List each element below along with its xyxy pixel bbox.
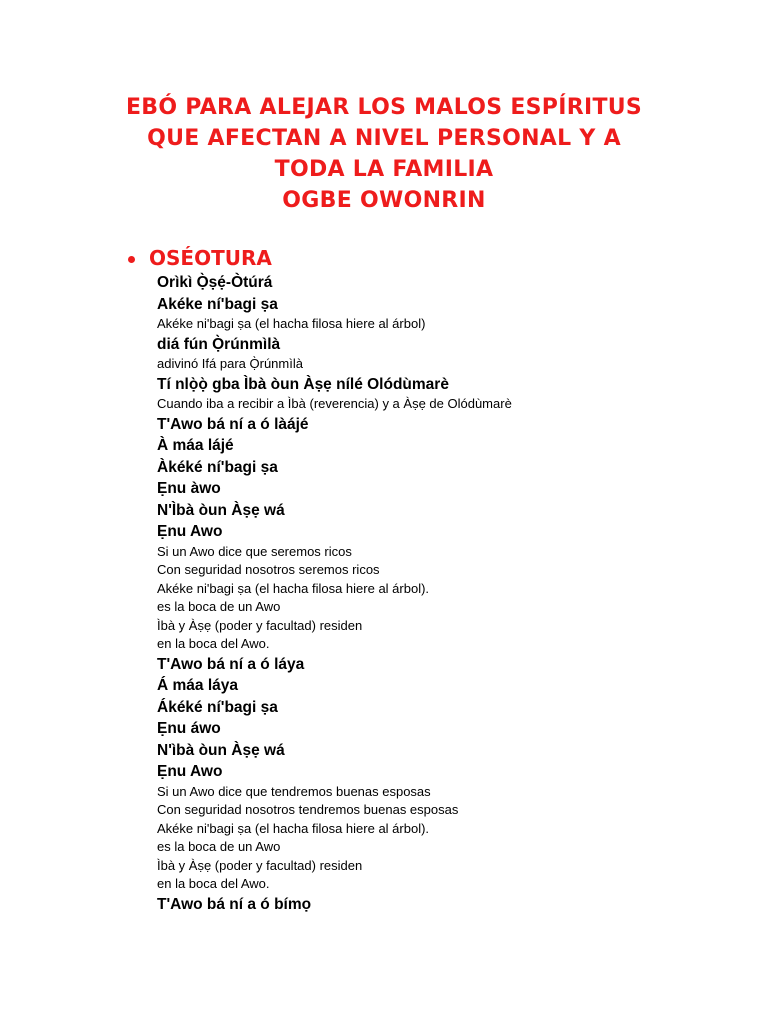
verse-list xyxy=(157,272,717,915)
verse-line-translation: es la boca de un Awo xyxy=(157,599,281,614)
verse-line-yoruba: Ákéké ní'bagi ṣa xyxy=(157,698,278,716)
verse-line-translation: Akéke ni'bagi ṣa (el hacha filosa hiere al árbol) xyxy=(157,316,426,331)
verse-line-yoruba: Ẹnu Awo xyxy=(157,763,223,780)
verse-line-translation: en la boca del Awo. xyxy=(157,636,270,651)
verse-line-translation: adivinó Ifá para Ọ̀rúnmìlà xyxy=(157,356,303,371)
verse-line-yoruba: T'Awo bá ní a ó bímọ xyxy=(157,895,312,913)
verse-line-yoruba: Tí nlọ̀ọ̀ gba Ìbà òun Àṣẹ nílé Olódùmarè xyxy=(157,375,449,393)
title-line-1: EBÓ PARA ALEJAR LOS MALOS ESPÍRITUS xyxy=(125,95,643,120)
title-line-4: OGBE OWONRIN xyxy=(282,188,486,213)
verse-line-translation: Ìbà y Àṣẹ (poder y facultad) residen xyxy=(157,617,363,633)
verse-line-yoruba: Ẹnu Awo xyxy=(157,523,223,540)
verse-line-yoruba: T'Awo bá ní a ó láya xyxy=(157,655,305,673)
verse-line-yoruba: Àkéké ní'bagi ṣa xyxy=(157,458,278,476)
section-heading xyxy=(128,244,272,272)
verse-line-translation: Akéke ni'bagi ṣa (el hacha filosa hiere al árbol). xyxy=(157,580,430,596)
verse-line-yoruba: T'Awo bá ní a ó làájé xyxy=(157,415,309,433)
verse-line-translation: Con seguridad nosotros seremos ricos xyxy=(157,562,380,577)
verse-line-yoruba: Orìkì Ọ̀ṣẹ́-Òtúrá xyxy=(157,274,273,291)
verse-line-translation: Si un Awo dice que seremos ricos xyxy=(157,543,352,559)
verse-line-translation: Con seguridad nosotros tendremos buenas esposas xyxy=(157,802,459,817)
title-line-3: TODA LA FAMILIA xyxy=(274,157,494,182)
verse-line-translation: Si un Awo dice que tendremos buenas esposas xyxy=(157,783,431,799)
verse-line-yoruba: Ẹnu áwo xyxy=(157,720,221,737)
verse-line-translation: Akéke ni'bagi ṣa (el hacha filosa hiere al árbol). xyxy=(157,820,430,836)
verse-line-translation: es la boca de un Awo xyxy=(157,839,281,854)
section-heading-text: OSÉOTURA xyxy=(149,246,272,270)
verse-line-yoruba: N'Ìbà òun Àṣẹ wá xyxy=(157,501,285,519)
verse-line-yoruba: À máa lájé xyxy=(157,437,234,454)
verse-line-yoruba: Á máa láya xyxy=(157,677,238,694)
verse-line-yoruba: N'ìbà òun Àṣẹ wá xyxy=(157,741,285,759)
verse-line-translation: en la boca del Awo. xyxy=(157,876,270,891)
verse-line-translation: Cuando iba a recibir a Ìbà (reverencia) y a Àṣẹ de Olódùmarè xyxy=(157,396,512,411)
title-line-2: QUE AFECTAN A NIVEL PERSONAL Y A xyxy=(147,126,621,151)
bullet-dot-icon xyxy=(128,256,135,263)
verse-line-yoruba: Akéke ní'bagi ṣa xyxy=(157,295,278,313)
verse-line-yoruba: Ẹnu àwo xyxy=(157,480,221,497)
verse-line-translation: Ìbà y Àṣẹ (poder y facultad) residen xyxy=(157,857,363,873)
document-title xyxy=(0,92,768,216)
verse-line-yoruba: diá fún Ọ̀rúnmìlà xyxy=(157,335,281,353)
